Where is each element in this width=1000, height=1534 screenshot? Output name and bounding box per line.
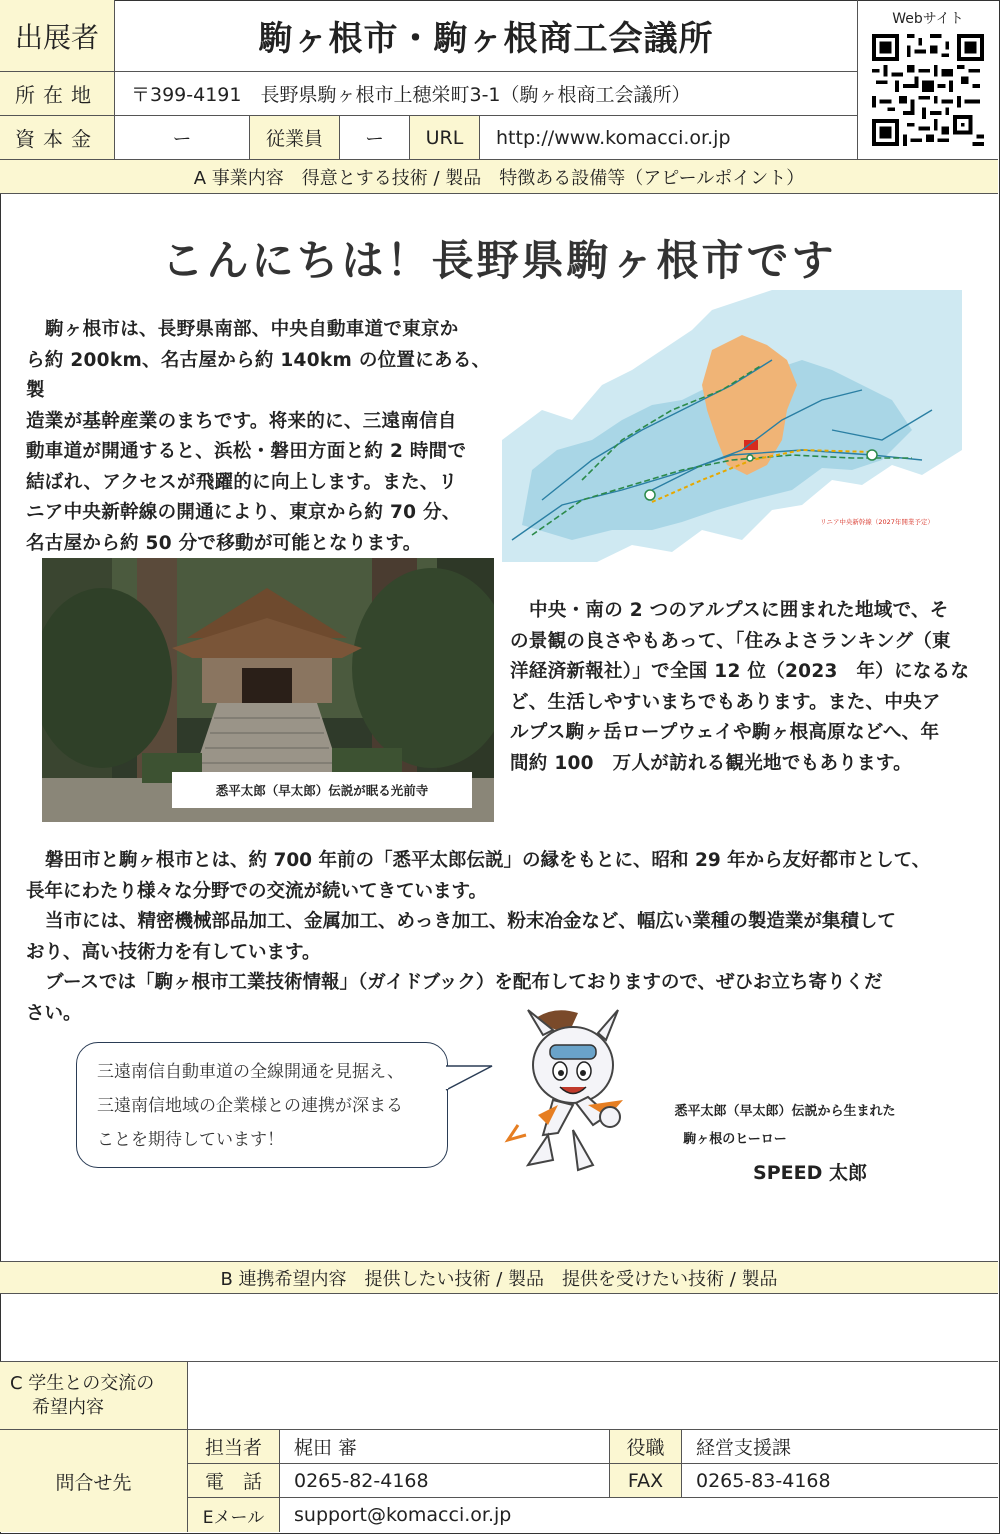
fax-label: FAX [610, 1464, 682, 1498]
speech-bubble-tail [444, 1058, 494, 1098]
address: 〒399-4191 長野県駒ヶ根市上穂栄町3-1（駒ヶ根商工会議所） [115, 72, 858, 116]
intro-paragraph: 駒ヶ根市は、長野県南部、中央自動車道で東京か ら約 200km、名古屋から約 140km の位置にある、製 造業が基幹産業のまちです。将来的に、三遠南信自 動車道が開通すると、浜松・磐田方面と約 2 時間で 結ばれ、アクセスが飛躍的に向上します。また、リ ニア中央新幹線の開通により、東京から約 70 分、 名古屋から約 50 分で移動が可能となります。 [26, 319, 491, 554]
access-map [502, 290, 962, 562]
mascot-caption-1: 悉平太郎（早太郎）伝説から生まれた [674, 1104, 896, 1119]
section-b-body [0, 1294, 998, 1362]
map-legend: リニア中央新幹線（2027年開業予定） [820, 518, 934, 526]
url-label: URL [410, 116, 480, 160]
section-c-label: C 学生との交流の 希望内容 [0, 1362, 188, 1430]
mascot-illustration [498, 1005, 648, 1175]
headline: こんにちは！長野県駒ヶ根市です [161, 236, 837, 285]
website-label: Webサイト [892, 11, 964, 27]
email-link[interactable]: support@komacci.or.jp [294, 1504, 512, 1526]
exhibitor-name: 駒ヶ根市・駒ヶ根商工会議所 [115, 0, 858, 72]
section-a-title: A 事業内容 得意とする技術 / 製品 特徴ある設備等（アピールポイント） [0, 160, 998, 194]
capital-value: ー [115, 116, 250, 160]
position-label: 役職 [610, 1430, 682, 1464]
section-b-title: B 連携希望内容 提供したい技術 / 製品 提供を受けたい技術 / 製品 [0, 1261, 998, 1294]
person-value: 梶田 審 [280, 1430, 610, 1464]
qr-code-icon[interactable] [872, 34, 984, 146]
email-label: Eメール [188, 1498, 280, 1532]
position-value: 経営支援課 [682, 1430, 998, 1464]
photo-caption: 悉平太郎（早太郎）伝説が眠る光前寺 [172, 772, 472, 808]
phone-label: 電 話 [188, 1464, 280, 1498]
url-link[interactable]: http://www.komacci.or.jp [480, 116, 858, 160]
exhibitor-label: 出展者 [0, 0, 115, 72]
mascot-caption-2: 駒ヶ根のヒーロー [683, 1132, 787, 1147]
location-label: 所在地 [0, 72, 115, 116]
contact-label: 問合せ先 [0, 1430, 188, 1532]
relation-paragraph: 磐田市と駒ヶ根市とは、約 700 年前の「悉平太郎伝説」の縁をもとに、昭和 29 年から友好都市として、 長年にわたり様々な分野での交流が続いてきています。 当市には、精密機械部品加工、金属加工、めっき加工、粉末冶金など、幅広い業種の製造業が集積して おり、高い技術力を有しています。 ブースでは「駒ヶ根市工業技術情報」（ガイドブック）を配布しておりますので、ぜひお立ち寄りくだ さい。 [26, 850, 931, 1024]
capital-label: 資本金 [0, 116, 115, 160]
phone-value[interactable]: 0265-82-4168 [280, 1464, 610, 1498]
employees-label: 従業員 [250, 116, 340, 160]
person-label: 担当者 [188, 1430, 280, 1464]
employees-value: ー [340, 116, 410, 160]
mascot-name: SPEED 太郎 [753, 1162, 867, 1184]
fax-value: 0265-83-4168 [682, 1464, 998, 1498]
region-paragraph: 中央・南の 2 つのアルプスに囲まれた地域で、そ の景観の良さやもあって、「住みよさランキング（東 洋経済新報社）」で全国 12 位（2023 年）になるな ど、生活しやすいまちでもあります。また、中央ア ルプス駒ヶ岳ロープウェイや駒ヶ根高原などへ、年 間約 100 万人が訪れる観光地でもあります。 [510, 600, 970, 774]
speech-bubble: 三遠南信自動車道の全線開通を見据え、 三遠南信地域の企業様との連携が深まる ことを期待しています！ [76, 1042, 448, 1168]
section-c-body [188, 1362, 998, 1430]
qr-cell [858, 0, 998, 160]
